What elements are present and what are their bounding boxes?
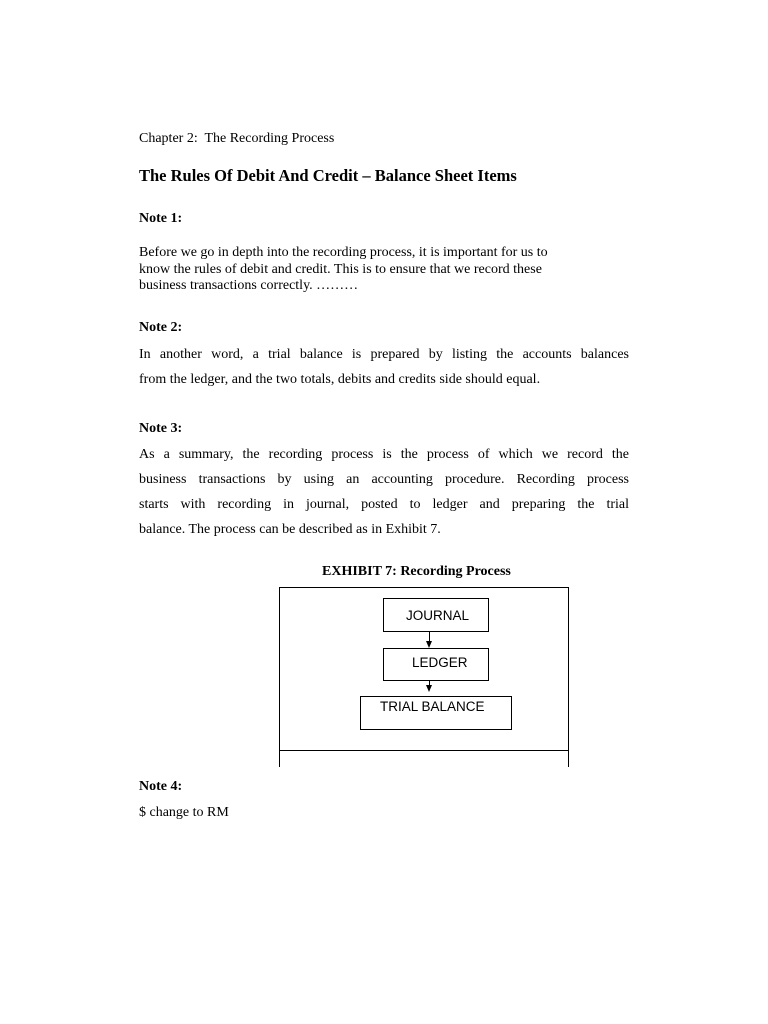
note-4-text: $ change to RM bbox=[139, 805, 229, 820]
note-3-heading: Note 3: bbox=[139, 421, 183, 436]
note-1-text bbox=[139, 245, 609, 295]
note-1-line-1: Before we go in depth into the recording process, it is important for us to bbox=[139, 245, 548, 260]
note-2-heading: Note 2: bbox=[139, 320, 183, 335]
frame-bottom-border bbox=[279, 750, 569, 751]
note-1-line-2: know the rules of debit and credit. This is to ensure that we record these bbox=[139, 261, 542, 277]
note-3-text bbox=[139, 442, 629, 542]
page-title: The Rules Of Debit And Credit – Balance Sheet Items bbox=[139, 166, 517, 185]
arrow-down-icon bbox=[426, 685, 432, 692]
exhibit-title: EXHIBIT 7: Recording Process bbox=[322, 564, 511, 579]
journal-box: JOURNAL bbox=[383, 598, 489, 632]
ledger-box: LEDGER bbox=[383, 648, 489, 681]
note-4-heading: Note 4: bbox=[139, 779, 183, 794]
note-2-line-2: from the ledger, and the two totals, debits and credits side should equal. bbox=[139, 372, 541, 387]
note-3-line-3: starts with recording in journal, posted to ledger and preparing the trial bbox=[139, 497, 629, 512]
note-3-line-4: balance. The process can be described as in Exhibit 7. bbox=[139, 522, 441, 537]
exhibit-diagram bbox=[279, 587, 569, 767]
frame-top-border bbox=[279, 587, 569, 588]
frame-left-border bbox=[279, 587, 280, 767]
arrow-down-icon bbox=[426, 641, 432, 648]
note-1-heading: Note 1: bbox=[139, 211, 183, 226]
note-3-line-2: business transactions by using an accounting procedure. Recording process bbox=[139, 472, 629, 487]
chapter-heading: Chapter 2: The Recording Process bbox=[139, 131, 335, 146]
note-1-line-3: business transactions correctly. ……… bbox=[139, 278, 359, 293]
note-2-line-1: In another word, a trial balance is prepared by listing the accounts balances bbox=[139, 347, 629, 362]
note-2-text bbox=[139, 342, 629, 392]
note-3-line-1: As a summary, the recording process is the process of which we record the bbox=[139, 447, 629, 462]
frame-right-border bbox=[568, 587, 569, 767]
trial-balance-box: TRIAL BALANCE bbox=[360, 696, 512, 730]
